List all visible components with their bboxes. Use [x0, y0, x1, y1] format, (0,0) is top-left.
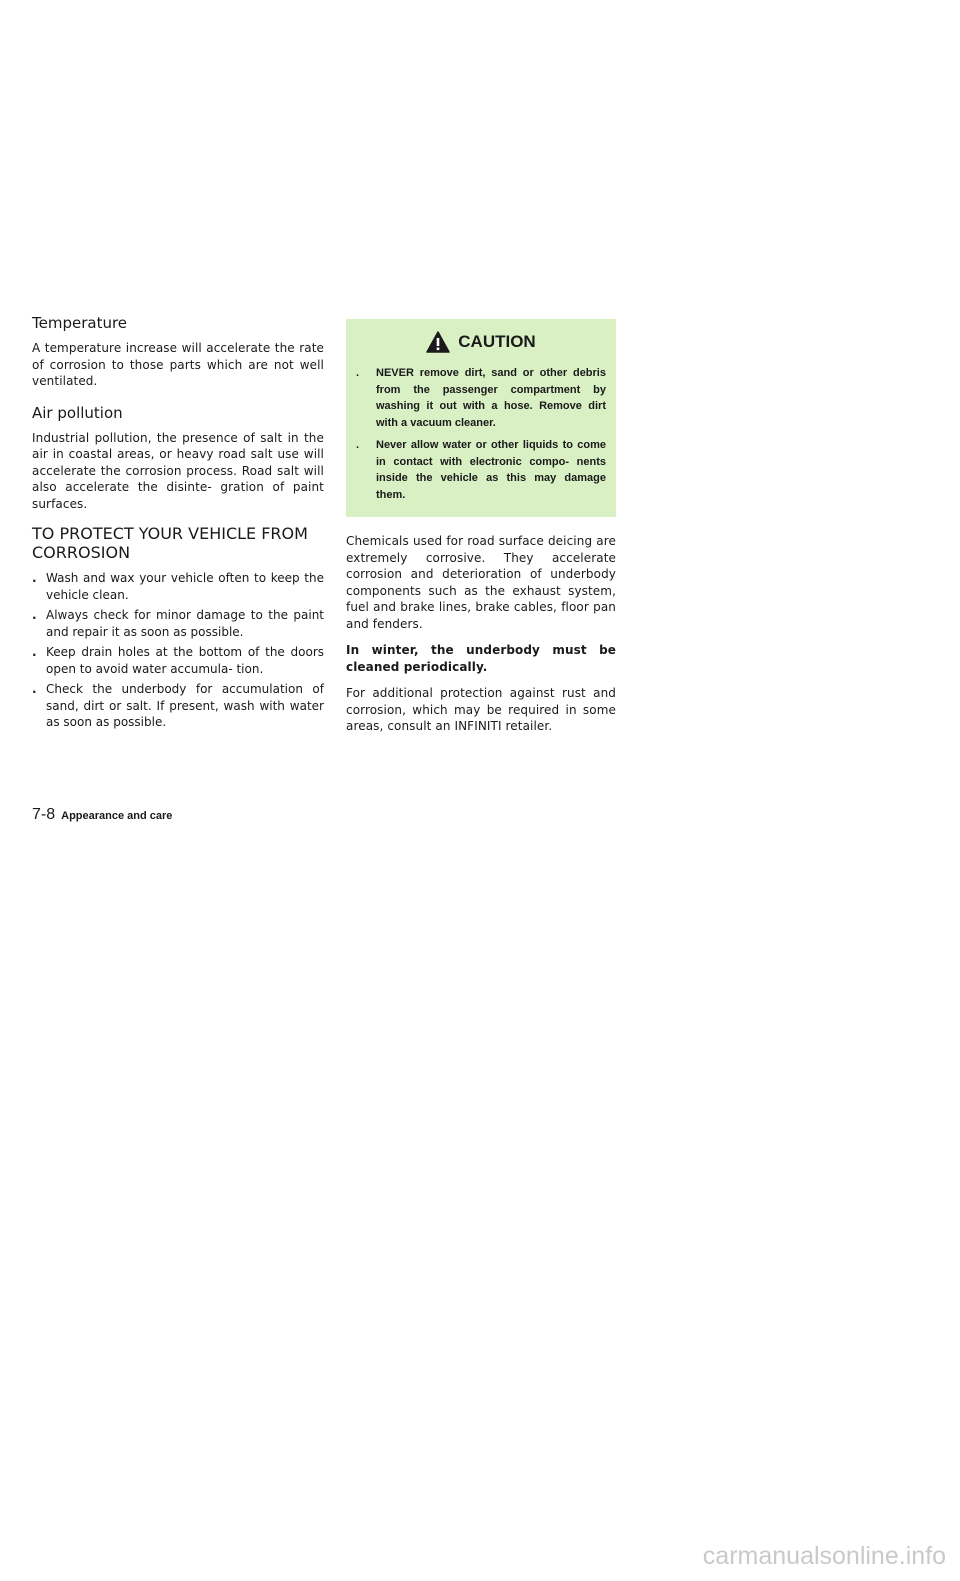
caution-box: [346, 319, 616, 517]
protect-bullet-list: [32, 570, 324, 731]
caution-title: CAUTION: [458, 332, 536, 351]
warning-icon: [426, 331, 450, 353]
winter-paragraph: In winter, the underbody must be cleaned periodically.: [346, 643, 616, 674]
bullet-mark: .: [32, 571, 37, 585]
list-item: . Check the underbody for accumulation of sand, dirt or salt. If present, wash with water as soon as possible.: [32, 682, 324, 729]
bullet-mark: .: [356, 367, 360, 379]
list-item: . Never allow water or other liquids to come in contact with electronic compo- nents inside the vehicle as this may damage them.: [356, 439, 606, 501]
temperature-heading: Temperature: [32, 314, 128, 332]
bullet-mark: .: [32, 645, 37, 659]
bullet-mark: .: [32, 682, 37, 696]
additional-protection-paragraph: For additional protection against rust and corrosion, which may be required in some areas, consult an INFINITI retailer.: [346, 686, 616, 733]
right-column: [346, 319, 616, 745]
protect-heading: TO PROTECT YOUR VEHICLE FROM CORROSION: [32, 524, 308, 562]
section-title: Appearance and care: [61, 810, 173, 822]
temperature-text: A temperature increase will accelerate the rate of corrosion to those parts which are not well ventilated.: [32, 341, 324, 388]
list-item: . Wash and wax your vehicle often to keep the vehicle clean.: [32, 571, 324, 602]
left-column: [32, 314, 324, 735]
caution-header: [356, 331, 606, 353]
watermark: carmanualsonline.info: [702, 1542, 946, 1570]
list-item: . Always check for minor damage to the paint and repair it as soon as possible.: [32, 608, 324, 639]
bullet-mark: .: [32, 608, 37, 622]
air-pollution-text: Industrial pollution, the presence of salt in the air in coastal areas, or heavy road salt use will accelerate the corrosion process. Road salt will also accelerate the disinte- gration of paint surfaces.: [32, 430, 324, 511]
list-item: . NEVER remove dirt, sand or other debris from the passenger compartment by washing it out with a hose. Remove dirt with a vacuum cleaner.: [356, 367, 606, 429]
page-number: 7-8: [32, 806, 56, 823]
deicing-paragraph: Chemicals used for road surface deicing are extremely corrosive. They accelerate corrosion and deterioration of underbody components such as the exhaust system, fuel and brake lines, brake cables, floor pan and fenders.: [346, 534, 616, 631]
caution-list: [356, 365, 606, 503]
list-item: . Keep drain holes at the bottom of the doors open to avoid water accumula- tion.: [32, 645, 324, 676]
page-footer: [32, 806, 172, 824]
air-pollution-heading: Air pollution: [32, 403, 123, 422]
bullet-mark: .: [356, 439, 360, 451]
